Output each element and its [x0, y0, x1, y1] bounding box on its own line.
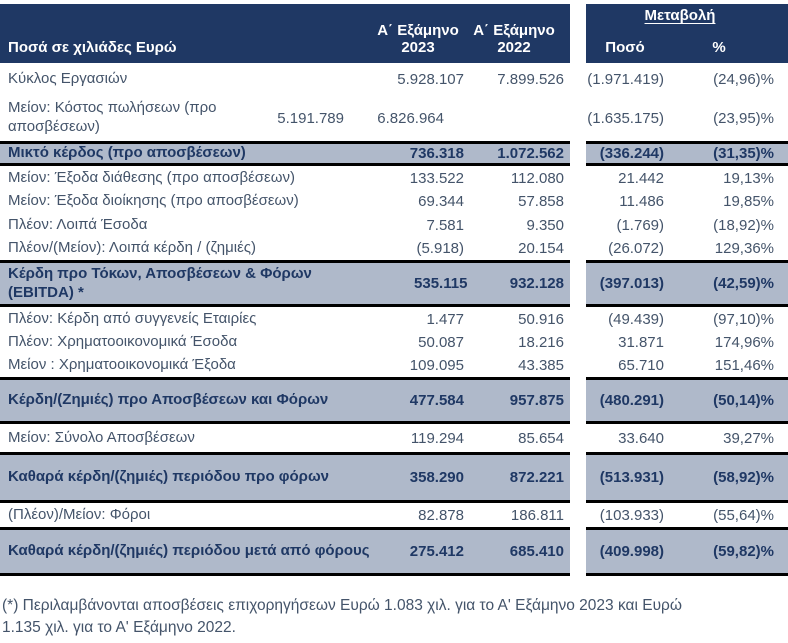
table-header-row: [0, 4, 788, 63]
change-percent: 174,96%: [714, 334, 774, 351]
change-amount: (103.933): [599, 506, 664, 524]
change-percent: (97,10)%: [713, 310, 774, 328]
change-amount: 33.640: [618, 429, 664, 447]
table-row: [0, 331, 788, 354]
subtotal-row: [0, 377, 788, 424]
value-2023: 275.412: [409, 543, 464, 560]
change-amount: 65.710: [618, 357, 664, 374]
row-label: Μείον: Έξοδα διοίκησης (προ αποσβέσεων): [8, 192, 299, 210]
change-percent: (24,96)%: [713, 70, 774, 88]
change-amount: (480.291): [599, 392, 664, 409]
change-amount: (513.931): [599, 469, 664, 486]
value-2022: 685.410: [509, 543, 564, 560]
change-amount: (336.244): [599, 145, 664, 162]
subtotal-row: [0, 452, 788, 503]
value-2023: 477.584: [409, 392, 464, 409]
subtotal-row: [0, 260, 788, 307]
value-2022: 7.899.526: [497, 70, 564, 88]
table-row: [0, 354, 788, 377]
change-amount: (1.769): [616, 216, 664, 234]
subtotal-row: [0, 527, 788, 576]
change-percent: (58,92)%: [713, 469, 774, 486]
value-2022: 112.080: [510, 169, 564, 187]
footnote-line1: (*) Περιλαμβάνονται αποσβέσεις επιχορηγήσεων Ευρώ 1.083 χιλ. για το Α' Εξάμηνο 2023 και Ευρώ: [2, 597, 682, 614]
row-label: Πλέον: Λοιπά Έσοδα: [8, 215, 148, 233]
change-percent: (55,64)%: [713, 506, 774, 524]
value-2022: 9.350: [526, 216, 564, 234]
row-label: Καθαρά κέρδη/(ζημιές) περιόδου προ φόρων: [8, 468, 329, 486]
row-label: Πλέον: Κέρδη από συγγενείς Εταιρίες: [8, 309, 257, 327]
change-title: Μεταβολή: [644, 7, 716, 24]
row-label: Μείον: Κόστος πωλήσεων (προ αποσβέσεων): [8, 99, 217, 135]
footnote: [2, 595, 786, 640]
table-row: [0, 166, 788, 190]
change-percent: 129,36%: [714, 240, 774, 257]
change-amount: (1.971.419): [587, 70, 664, 88]
value-2023: 50.087: [418, 334, 464, 351]
value-2022: 20.154: [518, 240, 564, 257]
column-header-percent: %: [712, 39, 726, 56]
table-row: [0, 213, 788, 237]
change-percent: (18,92)%: [713, 216, 774, 234]
column-header-amount: Ποσό: [605, 39, 645, 56]
value-2022: 43.385: [518, 357, 564, 374]
value-2022: 6.826.964: [377, 109, 444, 127]
row-label: Μείον: Έξοδα διάθεσης (προ αποσβέσεων): [8, 168, 295, 186]
value-2023: 109.095: [409, 357, 464, 374]
table-row: [0, 190, 788, 213]
change-amount: (49.439): [608, 310, 664, 328]
change-percent: 19,13%: [723, 169, 774, 187]
change-percent: 39,27%: [723, 429, 774, 447]
value-2022: 85.654: [518, 429, 564, 447]
footnote-line2: 1.135 χιλ. για το Α' Εξάμηνο 2022.: [2, 619, 236, 637]
change-percent: (50,14)%: [713, 392, 774, 409]
change-percent: (23,95)%: [713, 109, 774, 127]
change-amount: (1.635.175): [587, 109, 664, 127]
value-2023: 358.290: [409, 469, 464, 486]
change-amount: 31.871: [618, 334, 664, 351]
row-label: Κέρδη προ Τόκων, Αποσβέσεων & Φόρων (EBITDA) *: [8, 264, 312, 301]
table-row: [0, 503, 788, 527]
table-row: [0, 424, 788, 452]
value-2023: 535.115: [414, 275, 468, 292]
value-2022: 18.216: [518, 334, 564, 351]
value-2023: 5.928.107: [397, 70, 464, 88]
value-2022: 957.875: [509, 392, 564, 409]
row-label: (Πλέον)/Μείον: Φόροι: [8, 505, 151, 523]
table-row: [0, 95, 788, 141]
row-label: Κύκλος Εργασιών: [8, 69, 128, 87]
panel-gap: [570, 4, 586, 63]
row-label: Πλέον/(Μείον): Λοιπά κέρδη / (ζημιές): [8, 239, 257, 257]
change-amount: (26.072): [608, 240, 664, 257]
value-2023: 119.294: [410, 429, 464, 447]
change-amount: 21.442: [618, 169, 664, 187]
row-label: Μικτό κέρδος (προ αποσβέσεων): [8, 144, 246, 162]
row-label: Κέρδη/(Ζημιές) προ Αποσβέσεων και Φόρων: [8, 391, 329, 409]
column-header-2022: Α΄ Εξάμηνο 2022: [473, 22, 555, 56]
value-2023: 5.191.789: [277, 109, 344, 127]
value-2022: 57.858: [518, 193, 564, 210]
value-2023: 69.344: [418, 193, 464, 210]
row-label: Πλέον: Χρηματοοικονομικά Έσοδα: [8, 333, 238, 351]
financial-table: [0, 4, 788, 576]
row-label: Καθαρά κέρδη/(ζημιές) περιόδου μετά από φόρους: [8, 542, 370, 560]
table-row: [0, 237, 788, 260]
value-2022: 872.221: [509, 469, 564, 486]
change-amount: (409.998): [599, 543, 664, 560]
change-percent: 151,46%: [714, 357, 774, 374]
change-percent: 19,85%: [723, 193, 774, 210]
value-2023: 133.522: [409, 169, 464, 187]
change-amount: (397.013): [599, 275, 664, 292]
value-2023: 736.318: [409, 145, 464, 162]
value-2023: 1.477: [426, 310, 464, 328]
value-2023: 82.878: [418, 506, 464, 524]
row-label: Μείον : Χρηματοοικονομικά Έξοδα: [8, 356, 236, 374]
table-row: [0, 307, 788, 331]
table-row: [0, 63, 788, 95]
value-2023: (5.918): [416, 240, 464, 257]
change-percent: (59,82)%: [713, 543, 774, 560]
change-percent: (42,59)%: [713, 275, 774, 292]
header-left-section: [0, 4, 570, 63]
value-2022: 932.128: [509, 275, 564, 292]
change-amount: 11.486: [619, 193, 664, 210]
value-2023: 7.581: [426, 216, 464, 234]
subtotal-row: [0, 141, 788, 166]
value-2022: 1.072.562: [497, 145, 564, 162]
units-label: Ποσά σε χιλιάδες Ευρώ: [8, 39, 177, 56]
value-2022: 50.916: [518, 310, 564, 328]
row-label: Μείον: Σύνολο Αποσβέσεων: [8, 428, 195, 446]
header-change-section: [586, 4, 788, 63]
column-header-2023: Α΄ Εξάμηνο 2023: [377, 22, 459, 56]
value-2022: 186.811: [510, 506, 564, 524]
change-percent: (31,35)%: [713, 145, 774, 162]
